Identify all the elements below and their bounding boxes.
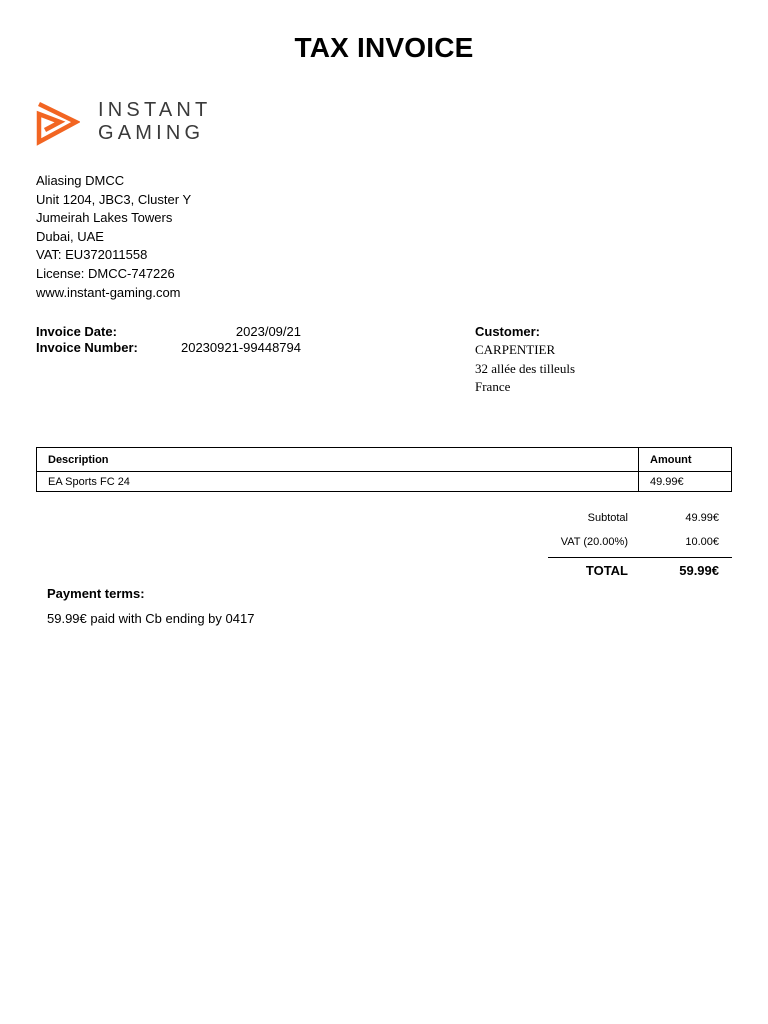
customer-address: 32 allée des tilleuls	[475, 360, 576, 376]
company-line: VAT: EU372011558	[36, 247, 148, 263]
customer-name: CARPENTIER	[475, 342, 556, 357]
line-items-table	[36, 447, 732, 492]
total-label: TOTAL	[585, 563, 628, 578]
instant-gaming-logo	[36, 99, 216, 147]
invoice-number-row	[36, 340, 301, 356]
payment-terms-label: Payment terms:	[47, 586, 145, 601]
customer-label: Customer:	[475, 324, 541, 339]
vat-label: VAT (20.00%)	[560, 536, 628, 548]
company-line: Dubai, UAE	[36, 228, 104, 244]
header-amount: Amount	[639, 448, 732, 472]
customer-country: France	[475, 379, 511, 395]
company-line: Unit 1204, JBC3, Cluster Y	[36, 191, 192, 207]
company-website: www.instant-gaming.com	[36, 284, 181, 300]
invoice-date-label: Invoice Date:	[36, 324, 117, 339]
total-value: 59.99€	[679, 563, 719, 578]
subtotal-label: Subtotal	[587, 512, 628, 524]
table-header-row	[37, 448, 732, 472]
payment-terms	[47, 586, 254, 626]
item-amount: 49.99€	[639, 472, 732, 492]
invoice-number-label: Invoice Number:	[36, 340, 138, 355]
page-title: TAX INVOICE	[294, 32, 474, 63]
logo-text-instant: INSTANT	[98, 99, 212, 121]
invoice-date-value: 2023/09/21	[235, 324, 301, 339]
logo-text-gaming: GAMING	[98, 122, 205, 144]
play-logo-icon	[36, 100, 80, 146]
company-line: License: DMCC-747226	[36, 265, 175, 281]
item-description: EA Sports FC 24	[37, 472, 639, 492]
payment-terms-text: 59.99€ paid with Cb ending by 0417	[47, 611, 255, 626]
total-row	[548, 558, 732, 582]
company-line: Aliasing DMCC	[36, 173, 125, 188]
subtotal-row	[548, 509, 732, 533]
totals-block	[548, 509, 732, 582]
invoice-meta	[36, 324, 301, 356]
vat-value: 10.00€	[685, 536, 719, 548]
header-description: Description	[37, 448, 639, 472]
company-line: Jumeirah Lakes Towers	[36, 210, 173, 226]
table-row	[37, 472, 732, 492]
invoice-number-value: 20230921-99448794	[180, 340, 301, 355]
invoice-date-row	[36, 324, 301, 340]
company-address	[36, 172, 191, 302]
vat-row	[548, 533, 732, 558]
subtotal-value: 49.99€	[685, 512, 719, 524]
customer-block	[475, 324, 575, 397]
